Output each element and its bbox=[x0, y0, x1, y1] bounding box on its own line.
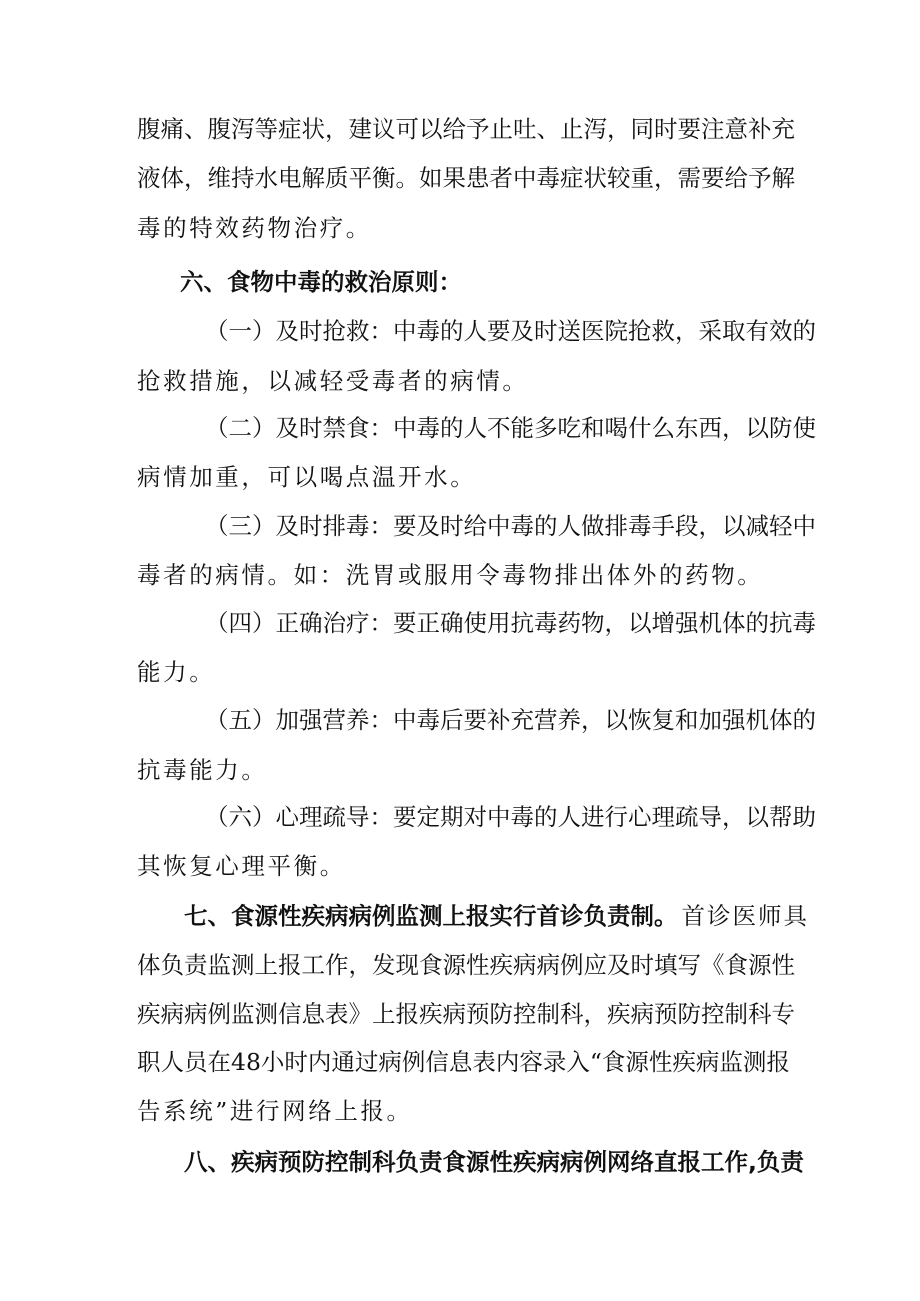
item-6-line-2: 其恢复心理平衡。 bbox=[137, 852, 346, 880]
item-5-line-2: 抗毒能力。 bbox=[137, 756, 268, 784]
section-7-line-1-rest: 首诊医师具 bbox=[681, 902, 809, 930]
item-2-line-2: 病情加重，可以喝点温开水。 bbox=[137, 463, 477, 491]
section-7-line-3: 疾病病例监测信息表》上报疾病预防控制科，疾病预防控制科专 bbox=[137, 1000, 795, 1028]
item-6-line-1: （六）心理疏导：要定期对中毒的人进行心理疏导，以帮助 bbox=[205, 803, 816, 831]
section-7-line-1 bbox=[184, 900, 809, 932]
intro-line-1: 腹痛、腹泻等症状，建议可以给予止吐、止泻，同时要注意补充 bbox=[137, 115, 795, 143]
section-6-heading: 六、食物中毒的救治原则： bbox=[180, 268, 462, 296]
item-4-line-1: （四）正确治疗：要正确使用抗毒药物，以增强机体的抗毒 bbox=[205, 609, 816, 637]
item-3-line-2: 毒者的病情。如：洗胃或服用令毒物排出体外的药物。 bbox=[137, 561, 764, 589]
item-3-line-1: （三）及时排毒：要及时给中毒的人做排毒手段，以减轻中 bbox=[205, 512, 816, 540]
section-7-line-5: 告系统”进行网络上报。 bbox=[137, 1097, 413, 1125]
item-1-line-2: 抢救措施，以减轻受毒者的病情。 bbox=[137, 367, 529, 395]
item-4-line-2: 能力。 bbox=[137, 658, 216, 686]
intro-line-2: 液体，维持水电解质平衡。如果患者中毒症状较重，需要给予解 bbox=[137, 164, 795, 192]
intro-line-3: 毒的特效药物治疗。 bbox=[137, 214, 372, 242]
section-7-line-4: 职人员在48小时内通过病例信息表内容录入“食源性疾病监测报 bbox=[137, 1048, 790, 1076]
section-7-line-2: 体负责监测上报工作，发现食源性疾病病例应及时填写《食源性 bbox=[137, 951, 795, 979]
item-5-line-1: （五）加强营养：中毒后要补充营养，以恢复和加强机体的 bbox=[205, 706, 816, 734]
item-2-line-1: （二）及时禁食：中毒的人不能多吃和喝什么东西，以防使 bbox=[205, 414, 816, 442]
section-7-heading: 七、食源性疾病病例监测上报实行首诊负责制。 bbox=[184, 902, 678, 930]
item-1-line-1: （一）及时抢救：中毒的人要及时送医院抢救，采取有效的 bbox=[205, 317, 816, 345]
section-8-heading: 八、疾病预防控制科负责食源性疾病病例网络直报工作,负责 bbox=[184, 1148, 804, 1176]
